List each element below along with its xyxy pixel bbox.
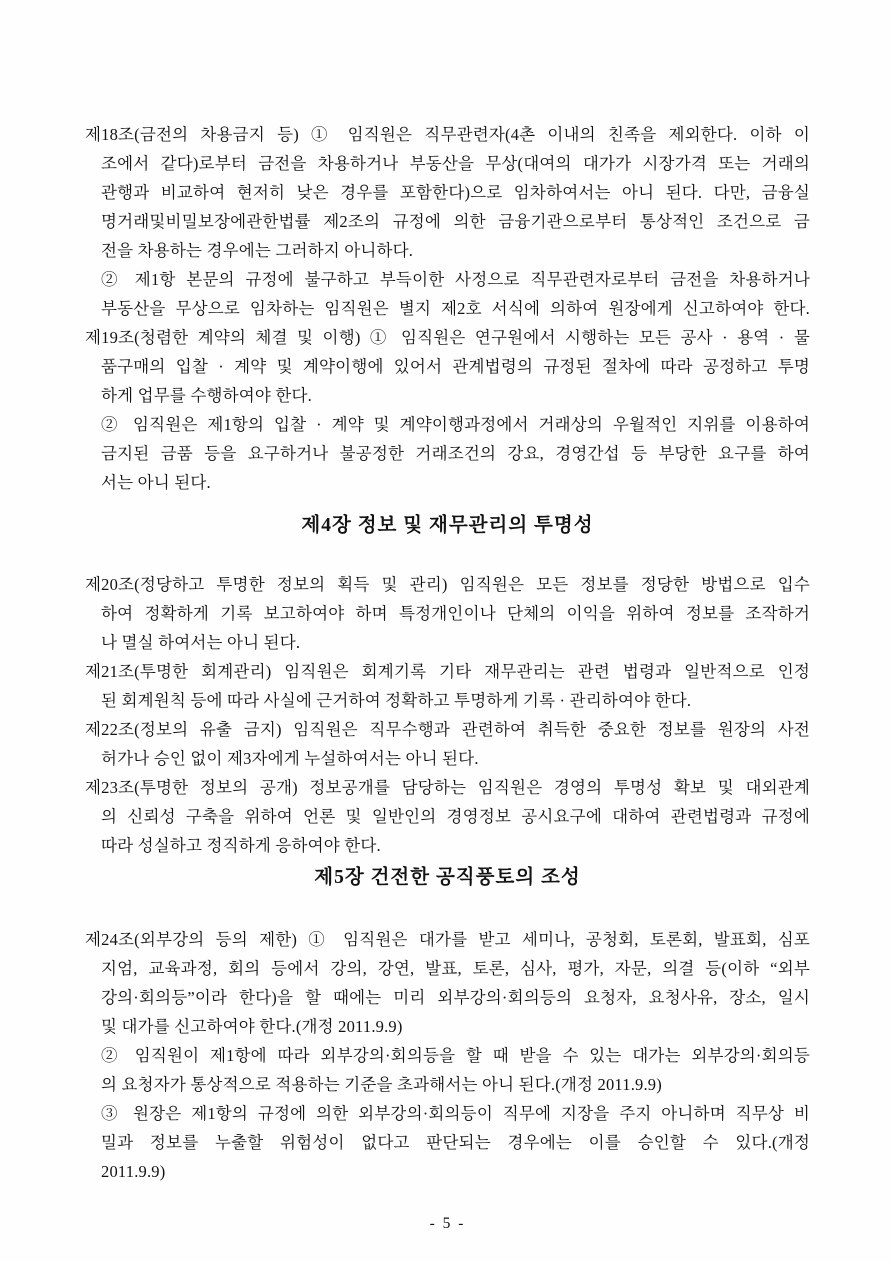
text-line: 제20조(정당하고 투명한 정보의 획득 및 관리) 임직원은 모든 정보를 정당한 방법으로 입수	[85, 575, 810, 594]
article-24-clause-2	[85, 1041, 810, 1099]
text-line: 된 회계원칙 등에 따라 사실에 근거하여 정확하고 투명하게 기록 · 관리하여야 한다.	[101, 691, 692, 710]
text-line: 2011.9.9)	[101, 1162, 166, 1181]
text-line: 의 신뢰성 구축을 위하여 언론 및 일반인의 경영정보 공시요구에 대하여 관련법령과 규정에	[101, 807, 810, 826]
page-number: - 5 -	[429, 1215, 466, 1232]
text-line: 명거래및비밀보장에관한법률 제2조의 규정에 의한 금융기관으로부터 통상적인 조건으로 금	[101, 212, 810, 231]
text-line: 품구매의 입찰 · 계약 및 계약이행에 있어서 관계법령의 규정된 절차에 따라 공정하고 투명	[101, 357, 810, 376]
text-line: 제19조(청렴한 계약의 체결 및 이행) ① 임직원은 연구원에서 시행하는 모든 공사 · 용역 · 물	[85, 328, 810, 347]
text-line: 제24조(외부강의 등의 제한) ① 임직원은 대가를 받고 세미나, 공청회, 토론회, 발표회, 심포	[85, 930, 810, 949]
text-line: 허가나 승인 없이 제3자에게 누설하여서는 아니 된다.	[101, 749, 479, 768]
article-19-clause-1	[85, 323, 810, 410]
text-line: 제22조(정보의 유출 금지) 임직원은 직무수행과 관련하여 취득한 중요한 정보를 원장의 사전	[85, 720, 810, 739]
article-24-clause-1	[85, 925, 810, 1041]
text-line: 지엄, 교육과정, 회의 등에서 강의, 강연, 발표, 토론, 심사, 평가, 자문, 의결 등(이하 “외부	[101, 959, 810, 978]
text-line: 밀과 정보를 누출할 위험성이 없다고 판단되는 경우에는 이를 승인할 수 있다.(개정	[101, 1133, 810, 1152]
chapter-4-heading: 제4장 정보 및 재무관리의 투명성	[301, 515, 594, 536]
text-line: 제23조(투명한 정보의 공개) 정보공개를 담당하는 임직원은 경영의 투명성 확보 및 대외관계	[85, 778, 810, 797]
document-body	[85, 120, 810, 1235]
text-line: 관행과 비교하여 현저히 낮은 경우를 포함한다)으로 임차하여서는 아니 된다. 다만, 금융실	[101, 183, 810, 202]
text-line: ② 임직원이 제1항에 따라 외부강의·회의등을 할 때 받을 수 있는 대가는 외부강의·회의등	[101, 1046, 810, 1065]
article-24-clause-3	[85, 1099, 810, 1186]
article-18-clause-1	[85, 120, 810, 265]
text-line: 조에서 같다)로부터 금전을 차용하거나 부동산을 무상(대여의 대가가 시장가격 또는 거래의	[101, 154, 810, 173]
article-22	[85, 715, 810, 773]
article-19-clause-2	[85, 410, 810, 497]
text-line: ② 임직원은 제1항의 입찰 · 계약 및 계약이행과정에서 거래상의 우월적인 지위를 이용하여	[101, 415, 810, 434]
text-line: 및 대가를 신고하여야 한다.(개정 2011.9.9)	[101, 1017, 403, 1036]
text-line: 따라 성실하고 정직하게 응하여야 한다.	[101, 836, 381, 855]
text-line: 부동산을 무상으로 임차하는 임직원은 별지 제2호 서식에 의하여 원장에게 신고하여야 한다.	[101, 299, 810, 318]
chapter-5-heading: 제5장 건전한 공직풍토의 조성	[314, 867, 581, 888]
article-18-clause-2	[85, 265, 810, 323]
text-line: 하여 정확하게 기록 보고하여야 하며 특정개인이나 단체의 이익을 위하여 정보를 조작하거	[101, 604, 810, 623]
text-line: 서는 아니 된다.	[101, 473, 211, 492]
text-line: 강의·회의등”이라 한다)을 할 때에는 미리 외부강의·회의등의 요청자, 요청사유, 장소, 일시	[101, 988, 810, 1007]
text-line: 제18조(금전의 차용금지 등) ① 임직원은 직무관련자(4촌 이내의 친족을 제외한다. 이하 이	[85, 125, 810, 144]
text-line: 제21조(투명한 회계관리) 임직원은 회계기록 기타 재무관리는 관련 법령과 일반적으로 인정	[85, 662, 810, 681]
text-line: 전을 차용하는 경우에는 그러하지 아니하다.	[101, 241, 414, 260]
text-line: 나 멸실 하여서는 아니 된다.	[101, 633, 301, 652]
text-line: ② 제1항 본문의 규정에 불구하고 부득이한 사정으로 직무관련자로부터 금전을 차용하거나	[101, 270, 810, 289]
text-line: 금지된 금품 등을 요구하거나 불공정한 거래조건의 강요, 경영간섭 등 부당한 요구를 하여	[101, 444, 810, 463]
text-line: 하게 업무를 수행하여야 한다.	[101, 386, 312, 405]
text-line: ③ 원장은 제1항의 규정에 의한 외부강의·회의등이 직무에 지장을 주지 아니하며 직무상 비	[101, 1104, 810, 1123]
text-line: 의 요청자가 통상적으로 적용하는 기준을 초과해서는 아니 된다.(개정 2011.9.9)	[101, 1075, 662, 1094]
article-20	[85, 570, 810, 657]
article-21	[85, 657, 810, 715]
article-23	[85, 773, 810, 860]
